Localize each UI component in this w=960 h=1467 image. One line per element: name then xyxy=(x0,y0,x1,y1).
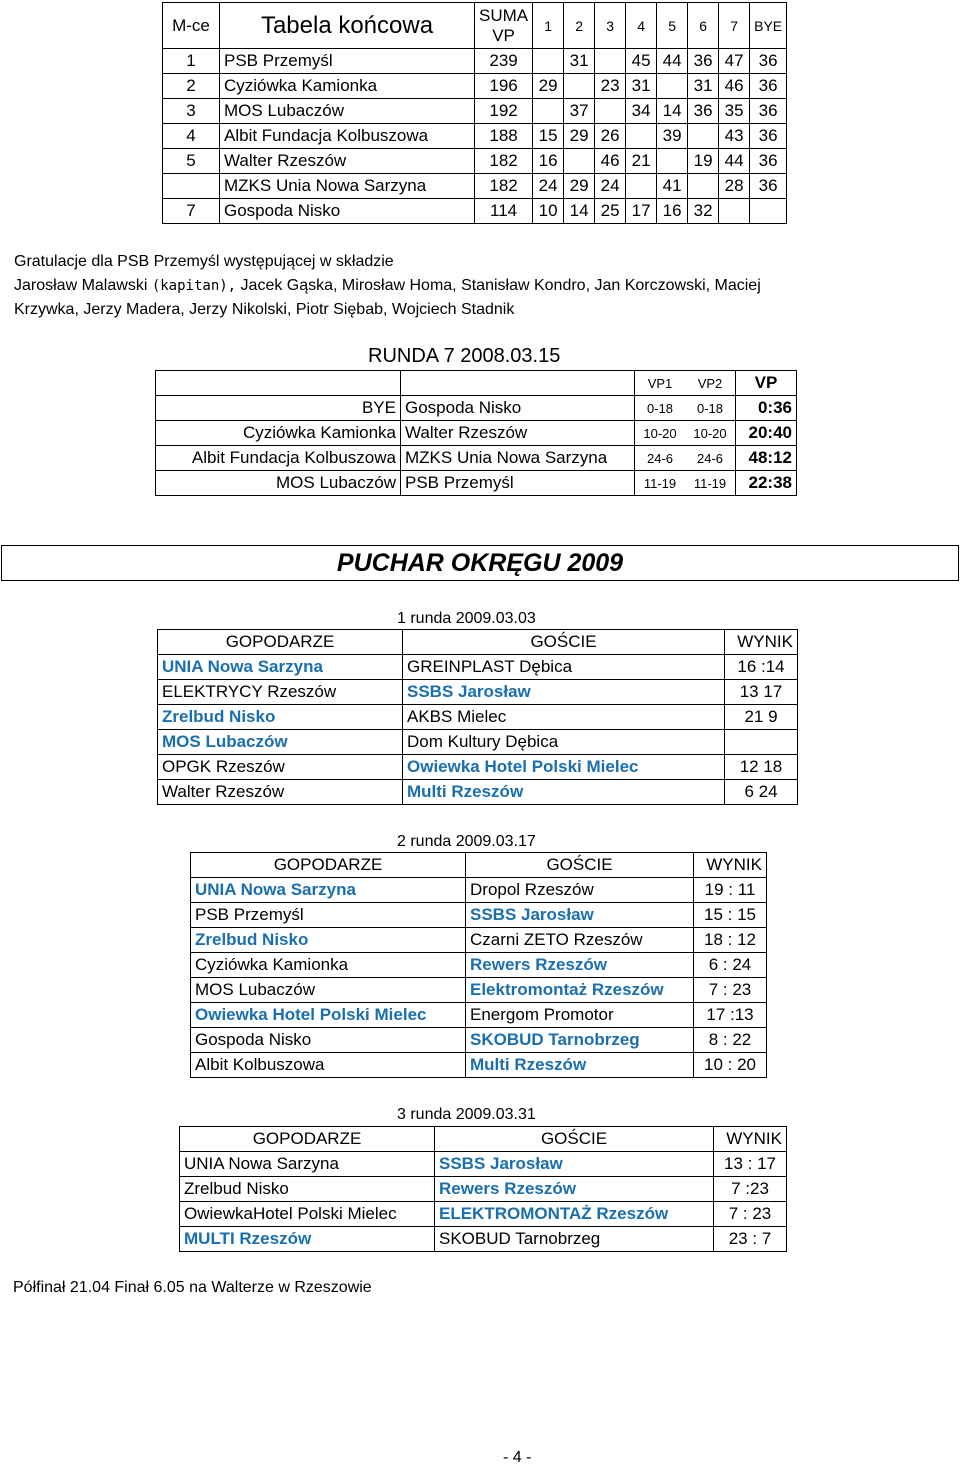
match-vp: 44 xyxy=(719,149,750,174)
match-result: 10 : 20 xyxy=(694,1053,767,1078)
home-team: Albit Fundacja Kolbuszowa xyxy=(156,446,401,471)
match-row xyxy=(191,978,767,1003)
away-team: SKOBUD Tarnobrzeg xyxy=(466,1028,694,1053)
away-team: SSBS Jarosław xyxy=(435,1152,714,1177)
vp2-score: 10-20 xyxy=(685,421,736,446)
away-team: ELEKTROMONTAŻ Rzeszów xyxy=(435,1202,714,1227)
match-result: 16 :14 xyxy=(725,655,798,680)
home-team: Walter Rzeszów xyxy=(158,780,403,805)
home-team: Owiewka Hotel Polski Mielec xyxy=(191,1003,466,1028)
match-result: 23 : 7 xyxy=(714,1227,787,1252)
home-team: Zrelbud Nisko xyxy=(191,928,466,953)
away-team: Elektromontaż Rzeszów xyxy=(466,978,694,1003)
vp-header: VP xyxy=(736,371,797,396)
home-team: Cyziówka Kamionka xyxy=(156,421,401,446)
footer-note: Półfinał 21.04 Finał 6.05 na Walterze w Rzeszowie xyxy=(13,1279,372,1296)
away-team: AKBS Mielec xyxy=(403,705,725,730)
home-team: MOS Lubaczów xyxy=(158,730,403,755)
match-vp: 36 xyxy=(750,99,787,124)
sum-header-line2: VP xyxy=(492,25,515,45)
vp2-score: 0-18 xyxy=(685,396,736,421)
match-vp: 39 xyxy=(657,124,688,149)
match-vp xyxy=(688,124,719,149)
match-vp: 29 xyxy=(564,124,595,149)
match-result: 7 : 23 xyxy=(714,1202,787,1227)
team-name: Gospoda Nisko xyxy=(220,199,475,224)
page-number: - 4 - xyxy=(503,1449,532,1466)
match-vp: 29 xyxy=(564,174,595,199)
sum-vp: 182 xyxy=(475,149,533,174)
round7-table xyxy=(155,370,797,496)
col-header-4: 5 xyxy=(657,3,688,49)
standings-row xyxy=(163,199,787,224)
round2-title: 2 runda 2009.03.17 xyxy=(397,833,536,850)
match-vp: 21 xyxy=(626,149,657,174)
col-header-7: BYE xyxy=(750,3,787,49)
match-row xyxy=(180,1177,787,1202)
col-header-6: 7 xyxy=(719,3,750,49)
match-result: 12 18 xyxy=(725,755,798,780)
match-vp xyxy=(595,99,626,124)
place-header: M-ce xyxy=(163,3,220,49)
match-vp: 46 xyxy=(595,149,626,174)
team-name: Cyziówka Kamionka xyxy=(220,74,475,99)
match-result xyxy=(725,730,798,755)
match-vp xyxy=(626,124,657,149)
vp1-header: VP1 xyxy=(635,371,686,396)
home-team: Zrelbud Nisko xyxy=(180,1177,435,1202)
header-result: WYNIK xyxy=(694,853,767,878)
cup-header-row xyxy=(180,1127,787,1152)
col-header-3: 4 xyxy=(626,3,657,49)
vp2-header: VP2 xyxy=(685,371,736,396)
home-team: Zrelbud Nisko xyxy=(158,705,403,730)
match-vp: 15 xyxy=(533,124,564,149)
sum-vp: 192 xyxy=(475,99,533,124)
match-vp: 32 xyxy=(688,199,719,224)
vp-total: 20:40 xyxy=(736,421,797,446)
match-vp: 36 xyxy=(688,49,719,74)
match-row xyxy=(180,1202,787,1227)
match-vp: 10 xyxy=(533,199,564,224)
match-row xyxy=(191,953,767,978)
vp1-score: 24-6 xyxy=(635,446,686,471)
match-row xyxy=(191,878,767,903)
round3-table xyxy=(179,1126,787,1252)
round7-title: RUNDA 7 2008.03.15 xyxy=(368,345,561,367)
round1-table xyxy=(157,629,798,805)
match-result: 7 :23 xyxy=(714,1177,787,1202)
away-team: Energom Promotor xyxy=(466,1003,694,1028)
place: 5 xyxy=(163,149,220,174)
home-team: PSB Przemyśl xyxy=(191,903,466,928)
standings-row xyxy=(163,99,787,124)
away-team: Rewers Rzeszów xyxy=(466,953,694,978)
home-team: MULTI Rzeszów xyxy=(180,1227,435,1252)
away-team: Owiewka Hotel Polski Mielec xyxy=(403,755,725,780)
match-vp xyxy=(719,199,750,224)
match-result: 18 : 12 xyxy=(694,928,767,953)
away-team: Walter Rzeszów xyxy=(401,421,635,446)
match-row xyxy=(191,928,767,953)
home-team: OPGK Rzeszów xyxy=(158,755,403,780)
match-vp xyxy=(533,99,564,124)
match-vp: 14 xyxy=(657,99,688,124)
match-vp: 23 xyxy=(595,74,626,99)
place xyxy=(163,174,220,199)
home-team: Cyziówka Kamionka xyxy=(191,953,466,978)
vp1-score: 11-19 xyxy=(635,471,686,496)
match-vp: 31 xyxy=(626,74,657,99)
match-result: 13 : 17 xyxy=(714,1152,787,1177)
match-row xyxy=(158,705,798,730)
match-row xyxy=(180,1227,787,1252)
away-team: SKOBUD Tarnobrzeg xyxy=(435,1227,714,1252)
match-vp: 36 xyxy=(688,99,719,124)
match-result: 17 :13 xyxy=(694,1003,767,1028)
away-team: SSBS Jarosław xyxy=(466,903,694,928)
match-vp: 26 xyxy=(595,124,626,149)
team-name: Walter Rzeszów xyxy=(220,149,475,174)
match-row xyxy=(191,1053,767,1078)
home-team: MOS Lubaczów xyxy=(191,978,466,1003)
round7-row xyxy=(156,471,797,496)
away-team: SSBS Jarosław xyxy=(403,680,725,705)
match-result: 15 : 15 xyxy=(694,903,767,928)
match-vp: 43 xyxy=(719,124,750,149)
match-row xyxy=(180,1152,787,1177)
match-row xyxy=(158,680,798,705)
match-vp: 36 xyxy=(750,149,787,174)
home-team: MOS Lubaczów xyxy=(156,471,401,496)
away-team: MZKS Unia Nowa Sarzyna xyxy=(401,446,635,471)
vp2-score: 11-19 xyxy=(685,471,736,496)
match-result: 21 9 xyxy=(725,705,798,730)
match-vp: 25 xyxy=(595,199,626,224)
final-standings-table xyxy=(162,2,787,224)
home-team: Gospoda Nisko xyxy=(191,1028,466,1053)
cup-title: PUCHAR OKRĘGU 2009 xyxy=(336,549,624,577)
away-team: Multi Rzeszów xyxy=(403,780,725,805)
away-team: Dropol Rzeszów xyxy=(466,878,694,903)
header-result: WYNIK xyxy=(725,630,798,655)
sum-vp: 188 xyxy=(475,124,533,149)
match-vp: 36 xyxy=(750,124,787,149)
match-vp: 34 xyxy=(626,99,657,124)
vp-total: 22:38 xyxy=(736,471,797,496)
congrats-line1: Gratulacje dla PSB Przemyśl występującej w składzie xyxy=(14,253,394,270)
team-name: MZKS Unia Nowa Sarzyna xyxy=(220,174,475,199)
away-team: Gospoda Nisko xyxy=(401,396,635,421)
match-vp: 47 xyxy=(719,49,750,74)
match-vp: 46 xyxy=(719,74,750,99)
match-vp xyxy=(657,149,688,174)
match-row xyxy=(191,1028,767,1053)
cup-header-row xyxy=(191,853,767,878)
match-vp xyxy=(688,174,719,199)
match-row xyxy=(191,903,767,928)
sum-vp: 196 xyxy=(475,74,533,99)
match-vp: 24 xyxy=(533,174,564,199)
round7-row xyxy=(156,446,797,471)
match-vp: 31 xyxy=(564,49,595,74)
table-title: Tabela końcowa xyxy=(220,3,475,49)
match-vp xyxy=(657,74,688,99)
match-vp: 45 xyxy=(626,49,657,74)
sum-vp: 182 xyxy=(475,174,533,199)
sum-vp: 114 xyxy=(475,199,533,224)
place: 3 xyxy=(163,99,220,124)
match-vp xyxy=(626,174,657,199)
vp2-score: 24-6 xyxy=(685,446,736,471)
match-result: 7 : 23 xyxy=(694,978,767,1003)
match-row xyxy=(158,730,798,755)
match-vp: 36 xyxy=(750,174,787,199)
team-name: Albit Fundacja Kolbuszowa xyxy=(220,124,475,149)
sum-header-line1: SUMA xyxy=(479,5,529,25)
away-team: Rewers Rzeszów xyxy=(435,1177,714,1202)
team-name: MOS Lubaczów xyxy=(220,99,475,124)
sum-header xyxy=(475,3,533,49)
match-result: 6 24 xyxy=(725,780,798,805)
cup-banner xyxy=(1,545,959,581)
col-header-1: 2 xyxy=(564,3,595,49)
header-home: GOPODARZE xyxy=(180,1127,435,1152)
home-team: OwiewkaHotel Polski Mielec xyxy=(180,1202,435,1227)
match-result: 6 : 24 xyxy=(694,953,767,978)
col-header-2: 3 xyxy=(595,3,626,49)
standings-row xyxy=(163,149,787,174)
match-vp: 29 xyxy=(533,74,564,99)
round7-row xyxy=(156,421,797,446)
match-vp: 37 xyxy=(564,99,595,124)
match-result: 19 : 11 xyxy=(694,878,767,903)
match-result: 13 17 xyxy=(725,680,798,705)
home-team: ELEKTRYCY Rzeszów xyxy=(158,680,403,705)
match-row xyxy=(158,755,798,780)
place: 2 xyxy=(163,74,220,99)
match-vp: 31 xyxy=(688,74,719,99)
vp1-score: 10-20 xyxy=(635,421,686,446)
away-team: Multi Rzeszów xyxy=(466,1053,694,1078)
home-team: UNIA Nowa Sarzyna xyxy=(191,878,466,903)
home-team: UNIA Nowa Sarzyna xyxy=(180,1152,435,1177)
cup-header-row xyxy=(158,630,798,655)
home-team: Albit Kolbuszowa xyxy=(191,1053,466,1078)
away-team: GREINPLAST Dębica xyxy=(403,655,725,680)
col-header-5: 6 xyxy=(688,3,719,49)
match-vp: 16 xyxy=(657,199,688,224)
match-row xyxy=(158,780,798,805)
place: 7 xyxy=(163,199,220,224)
round2-table xyxy=(190,852,767,1078)
sum-vp: 239 xyxy=(475,49,533,74)
header-result: WYNIK xyxy=(714,1127,787,1152)
away-team: PSB Przemyśl xyxy=(401,471,635,496)
congrats-line2: Jarosław Malawski (kapitan), Jacek Gąska, Mirosław Homa, Stanisław Kondro, Jan Korczowski, Maciej xyxy=(14,277,761,294)
match-vp: 24 xyxy=(595,174,626,199)
header-away: GOŚCIE xyxy=(435,1127,714,1152)
match-vp: 14 xyxy=(564,199,595,224)
home-team: BYE xyxy=(156,396,401,421)
team-name: PSB Przemyśl xyxy=(220,49,475,74)
match-vp xyxy=(750,199,787,224)
standings-row xyxy=(163,49,787,74)
standings-row xyxy=(163,74,787,99)
col-header-0: 1 xyxy=(533,3,564,49)
match-row xyxy=(191,1003,767,1028)
match-result: 8 : 22 xyxy=(694,1028,767,1053)
round7-row xyxy=(156,396,797,421)
kapitan-note: (kapitan), xyxy=(151,278,237,294)
standings-row xyxy=(163,124,787,149)
match-vp: 19 xyxy=(688,149,719,174)
match-vp: 41 xyxy=(657,174,688,199)
place: 4 xyxy=(163,124,220,149)
match-vp: 35 xyxy=(719,99,750,124)
home-team: UNIA Nowa Sarzyna xyxy=(158,655,403,680)
match-vp: 28 xyxy=(719,174,750,199)
match-vp: 36 xyxy=(750,49,787,74)
vp-total: 0:36 xyxy=(736,396,797,421)
vp-total: 48:12 xyxy=(736,446,797,471)
round3-title: 3 runda 2009.03.31 xyxy=(397,1106,536,1123)
round1-title: 1 runda 2009.03.03 xyxy=(397,610,536,627)
match-vp xyxy=(533,49,564,74)
match-vp: 16 xyxy=(533,149,564,174)
match-vp xyxy=(564,74,595,99)
match-row xyxy=(158,655,798,680)
header-home: GOPODARZE xyxy=(191,853,466,878)
away-team: Dom Kultury Dębica xyxy=(403,730,725,755)
standings-row xyxy=(163,174,787,199)
vp1-score: 0-18 xyxy=(635,396,686,421)
place: 1 xyxy=(163,49,220,74)
away-team: Czarni ZETO Rzeszów xyxy=(466,928,694,953)
congrats-line3: Krzywka, Jerzy Madera, Jerzy Nikolski, Piotr Siębab, Wojciech Stadnik xyxy=(14,301,515,318)
header-home: GOPODARZE xyxy=(158,630,403,655)
match-vp: 17 xyxy=(626,199,657,224)
congrats-text xyxy=(14,250,761,322)
header-away: GOŚCIE xyxy=(466,853,694,878)
match-vp: 36 xyxy=(750,74,787,99)
match-vp xyxy=(595,49,626,74)
header-away: GOŚCIE xyxy=(403,630,725,655)
match-vp xyxy=(564,149,595,174)
match-vp: 44 xyxy=(657,49,688,74)
